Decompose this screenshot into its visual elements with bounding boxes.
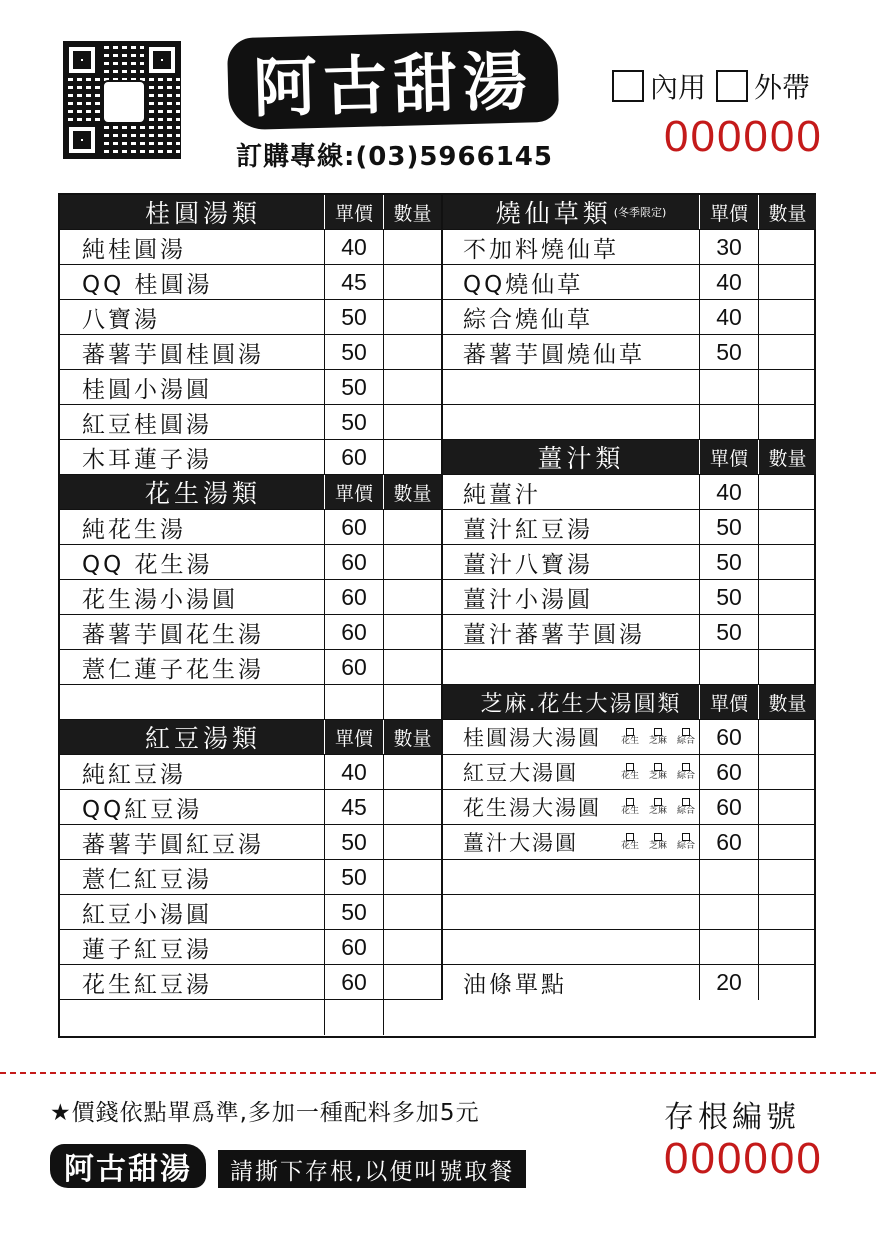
section-title: 薑汁類 <box>537 444 625 473</box>
qty-cell[interactable] <box>758 370 816 404</box>
price-header: 單價 <box>324 195 383 229</box>
item-price: 60 <box>699 755 758 789</box>
menu-row <box>60 790 441 825</box>
item-name: 紅豆小湯圓 <box>82 901 212 928</box>
item-name: 紅豆桂圓湯 <box>82 411 212 438</box>
price-header: 單價 <box>324 720 383 754</box>
qty-cell[interactable] <box>383 930 441 964</box>
item-price: 50 <box>324 335 383 369</box>
qty-cell[interactable] <box>758 230 816 264</box>
price-header: 單價 <box>699 685 758 719</box>
menu-row <box>443 545 816 580</box>
option-peanut[interactable]: 花生 <box>621 798 639 816</box>
item-name: 油條單點 <box>463 972 567 998</box>
menu-row <box>60 370 441 405</box>
item-price: 45 <box>324 790 383 824</box>
item-price: 60 <box>324 545 383 579</box>
dine-options <box>612 66 810 106</box>
menu-row <box>443 230 816 265</box>
qty-cell[interactable] <box>383 965 441 999</box>
menu-row <box>60 335 441 370</box>
option-peanut[interactable]: 花生 <box>621 833 639 851</box>
item-price: 50 <box>699 615 758 649</box>
qty-cell[interactable] <box>758 510 816 544</box>
brand-logo-small-text: 阿古甜湯 <box>64 1152 192 1187</box>
menu-row-empty <box>443 370 816 405</box>
item-name: 薑汁蕃薯芋圓湯 <box>463 621 645 648</box>
dine-in-checkbox[interactable] <box>612 70 644 102</box>
qty-header: 數量 <box>758 685 816 719</box>
qty-cell[interactable] <box>758 755 816 789</box>
item-name: 純薑汁 <box>463 481 541 508</box>
qty-cell[interactable] <box>758 720 816 754</box>
qr-finder <box>144 42 180 78</box>
menu-row <box>443 475 816 510</box>
qty-cell[interactable] <box>383 230 441 264</box>
section-title: 芝麻.花生大湯圓類 <box>480 691 682 717</box>
qty-cell[interactable] <box>383 790 441 824</box>
brand-logo-text: 阿古甜湯 <box>252 45 535 127</box>
menu-row-empty <box>443 860 816 895</box>
qty-header: 數量 <box>383 720 441 754</box>
item-name: 綜合燒仙草 <box>463 306 593 333</box>
qty-cell[interactable] <box>383 825 441 859</box>
menu-row <box>60 300 441 335</box>
item-price: 30 <box>699 230 758 264</box>
qty-cell[interactable] <box>383 580 441 614</box>
option-sesame[interactable]: 芝麻 <box>649 833 667 851</box>
qty-cell[interactable] <box>758 790 816 824</box>
item-price: 50 <box>324 370 383 404</box>
menu-row-empty <box>443 895 816 930</box>
item-price: 50 <box>699 335 758 369</box>
qty-cell[interactable] <box>383 300 441 334</box>
item-price: 50 <box>699 580 758 614</box>
item-price: 60 <box>324 650 383 684</box>
menu-left-column <box>60 195 441 1035</box>
item-name: 八寶湯 <box>82 306 160 333</box>
option-peanut[interactable]: 花生 <box>621 763 639 781</box>
qty-cell[interactable] <box>383 335 441 369</box>
tear-instruction: 請撕下存根,以便叫號取餐 <box>218 1150 526 1188</box>
menu-row <box>60 930 441 965</box>
item-price: 50 <box>699 510 758 544</box>
brand-logo-small <box>50 1144 206 1188</box>
item-price: 60 <box>699 720 758 754</box>
item-price: 40 <box>324 230 383 264</box>
item-name: 蕃薯芋圓燒仙草 <box>463 341 645 368</box>
item-name: 花生湯大湯圓 <box>463 796 601 820</box>
dine-in-label: 內用 <box>650 71 707 104</box>
item-name-cell <box>443 790 699 824</box>
option-mixed[interactable]: 綜合 <box>677 728 695 746</box>
item-price: 40 <box>699 300 758 334</box>
qty-cell[interactable] <box>758 650 816 684</box>
item-name: 蕃薯芋圓桂圓湯 <box>82 341 264 368</box>
item-price: 40 <box>699 475 758 509</box>
qty-cell[interactable] <box>383 265 441 299</box>
section-header-peanut <box>60 475 441 510</box>
order-phone: 訂購專線:(03)5966145 <box>236 142 553 172</box>
item-name: 木耳蓮子湯 <box>82 446 212 473</box>
qty-cell[interactable] <box>383 895 441 929</box>
section-title <box>443 195 699 229</box>
qty-header: 數量 <box>383 475 441 509</box>
section-title: 花生湯類 <box>144 479 261 508</box>
stub-number: 000000 <box>664 1134 823 1183</box>
item-name: 純紅豆湯 <box>82 761 186 788</box>
option-mixed[interactable]: 綜合 <box>677 798 695 816</box>
qty-cell[interactable] <box>758 475 816 509</box>
stub-label: 存根編號 <box>664 1100 800 1135</box>
qty-cell[interactable] <box>383 440 441 474</box>
item-price: 60 <box>324 965 383 999</box>
item-name: 薑汁小湯圓 <box>463 586 593 613</box>
item-price: 50 <box>324 300 383 334</box>
item-name: 花生湯小湯圓 <box>82 586 238 613</box>
take-out-checkbox[interactable] <box>716 70 748 102</box>
menu-row <box>443 755 816 790</box>
menu-row <box>60 230 441 265</box>
item-price: 60 <box>324 615 383 649</box>
item-name: 薑汁紅豆湯 <box>463 516 593 543</box>
menu-row-empty <box>60 1000 441 1035</box>
tear-line <box>0 1072 876 1074</box>
qty-cell[interactable] <box>758 930 816 964</box>
menu-row <box>60 580 441 615</box>
filling-options <box>621 833 695 851</box>
item-price: 60 <box>699 825 758 859</box>
qty-cell[interactable] <box>758 895 816 929</box>
filling-options <box>621 798 695 816</box>
menu-row <box>443 720 816 755</box>
price-header: 單價 <box>699 195 758 229</box>
qty-cell[interactable] <box>383 615 441 649</box>
section-header-ginger <box>443 440 816 475</box>
item-name: 蕃薯芋圓花生湯 <box>82 621 264 648</box>
filling-options <box>621 763 695 781</box>
menu-row <box>60 755 441 790</box>
item-price: 40 <box>324 755 383 789</box>
filling-options <box>621 728 695 746</box>
section-header-redbean <box>60 720 441 755</box>
menu-row <box>60 440 441 475</box>
qty-cell[interactable] <box>383 510 441 544</box>
item-name-cell <box>443 755 699 789</box>
item-name: 薑汁大湯圓 <box>463 831 578 855</box>
item-price: 60 <box>324 510 383 544</box>
option-sesame[interactable]: 芝麻 <box>649 763 667 781</box>
menu-row <box>443 965 816 1000</box>
qty-header: 數量 <box>383 195 441 229</box>
qty-header: 數量 <box>758 195 816 229</box>
qty-header: 數量 <box>758 440 816 474</box>
item-name: QQ紅豆湯 <box>82 796 203 823</box>
item-name: 紅豆大湯圓 <box>463 761 578 785</box>
item-price: 60 <box>324 580 383 614</box>
section-header-grassjelly <box>443 195 816 230</box>
qty-cell[interactable] <box>758 825 816 859</box>
option-peanut[interactable]: 花生 <box>621 728 639 746</box>
item-price: 60 <box>324 930 383 964</box>
menu-row-empty <box>443 405 816 440</box>
item-name: QQ 花生湯 <box>82 551 213 578</box>
item-name: 蓮子紅豆湯 <box>82 936 212 963</box>
item-name: 薑汁八寶湯 <box>463 551 593 578</box>
item-name-cell <box>443 720 699 754</box>
menu-row <box>443 615 816 650</box>
menu-row <box>443 335 816 370</box>
qty-cell[interactable] <box>383 545 441 579</box>
item-price: 50 <box>324 825 383 859</box>
section-title: 桂圓湯類 <box>144 199 261 228</box>
item-price: 50 <box>324 895 383 929</box>
menu-right-column <box>441 195 816 1000</box>
seasonal-note: (冬季限定) <box>613 206 667 219</box>
item-price: 40 <box>699 265 758 299</box>
menu-row <box>60 405 441 440</box>
option-sesame[interactable]: 芝麻 <box>649 798 667 816</box>
item-name: QQ燒仙草 <box>463 271 584 298</box>
qr-finder <box>64 42 100 78</box>
menu-row <box>60 510 441 545</box>
qty-cell[interactable] <box>758 335 816 369</box>
item-price: 60 <box>324 440 383 474</box>
item-price: 20 <box>699 965 758 1000</box>
qty-cell[interactable] <box>758 300 816 334</box>
price-header: 單價 <box>324 475 383 509</box>
menu-row <box>60 615 441 650</box>
menu-row <box>60 965 441 1000</box>
qr-logo-icon <box>102 80 146 124</box>
option-mixed[interactable]: 綜合 <box>677 763 695 781</box>
menu-row-empty <box>443 930 816 965</box>
item-price: 50 <box>699 545 758 579</box>
section-header-guiyuan <box>60 195 441 230</box>
menu-row <box>60 650 441 685</box>
qty-cell[interactable] <box>383 370 441 404</box>
menu-row <box>60 895 441 930</box>
take-out-label: 外帶 <box>754 71 811 104</box>
menu-row <box>60 860 441 895</box>
item-price: 50 <box>324 405 383 439</box>
qr-finder <box>64 122 100 158</box>
price-header: 單價 <box>699 440 758 474</box>
qty-cell[interactable] <box>383 685 441 719</box>
item-name: 不加料燒仙草 <box>463 236 619 263</box>
option-mixed[interactable]: 綜合 <box>677 833 695 851</box>
qty-cell[interactable] <box>758 615 816 649</box>
item-name: 桂圓小湯圓 <box>82 376 212 403</box>
menu-row <box>443 825 816 860</box>
order-number: 000000 <box>664 112 823 161</box>
item-name-cell <box>443 825 699 859</box>
section-title: 紅豆湯類 <box>144 724 261 753</box>
item-name: 薏仁紅豆湯 <box>82 866 212 893</box>
item-name: 純花生湯 <box>82 516 186 543</box>
menu-row <box>60 265 441 300</box>
menu-row <box>443 510 816 545</box>
qty-cell[interactable] <box>758 580 816 614</box>
menu-row <box>60 825 441 860</box>
item-price: 45 <box>324 265 383 299</box>
qty-cell[interactable] <box>758 965 816 1000</box>
menu-row <box>443 580 816 615</box>
qty-cell[interactable] <box>758 405 816 439</box>
qty-cell[interactable] <box>383 1000 441 1035</box>
qty-cell[interactable] <box>383 405 441 439</box>
item-name: 花生紅豆湯 <box>82 971 212 998</box>
qty-cell[interactable] <box>758 545 816 579</box>
qty-cell[interactable] <box>383 650 441 684</box>
menu-row-empty <box>443 650 816 685</box>
item-name: 蕃薯芋圓紅豆湯 <box>82 831 264 858</box>
menu-row <box>443 790 816 825</box>
qty-cell[interactable] <box>383 860 441 894</box>
menu-row <box>443 265 816 300</box>
item-price: 60 <box>699 790 758 824</box>
brand-logo <box>227 30 559 131</box>
item-name: QQ 桂圓湯 <box>82 271 213 298</box>
menu-row <box>60 545 441 580</box>
qr-code <box>64 42 180 158</box>
section-title-text: 燒仙草類 <box>495 199 612 228</box>
menu-row <box>443 300 816 335</box>
menu-row-empty <box>60 685 441 720</box>
option-sesame[interactable]: 芝麻 <box>649 728 667 746</box>
section-header-bigballs <box>443 685 816 720</box>
item-name: 薏仁蓮子花生湯 <box>82 656 264 683</box>
item-name: 桂圓湯大湯圓 <box>463 726 601 750</box>
menu-table <box>58 193 816 1038</box>
item-name: 純桂圓湯 <box>82 236 186 263</box>
qty-cell[interactable] <box>758 265 816 299</box>
item-price: 50 <box>324 860 383 894</box>
qty-cell[interactable] <box>383 755 441 789</box>
qty-cell[interactable] <box>758 860 816 894</box>
price-note: ★價錢依點單爲準,多加一種配料多加5元 <box>50 1100 480 1126</box>
